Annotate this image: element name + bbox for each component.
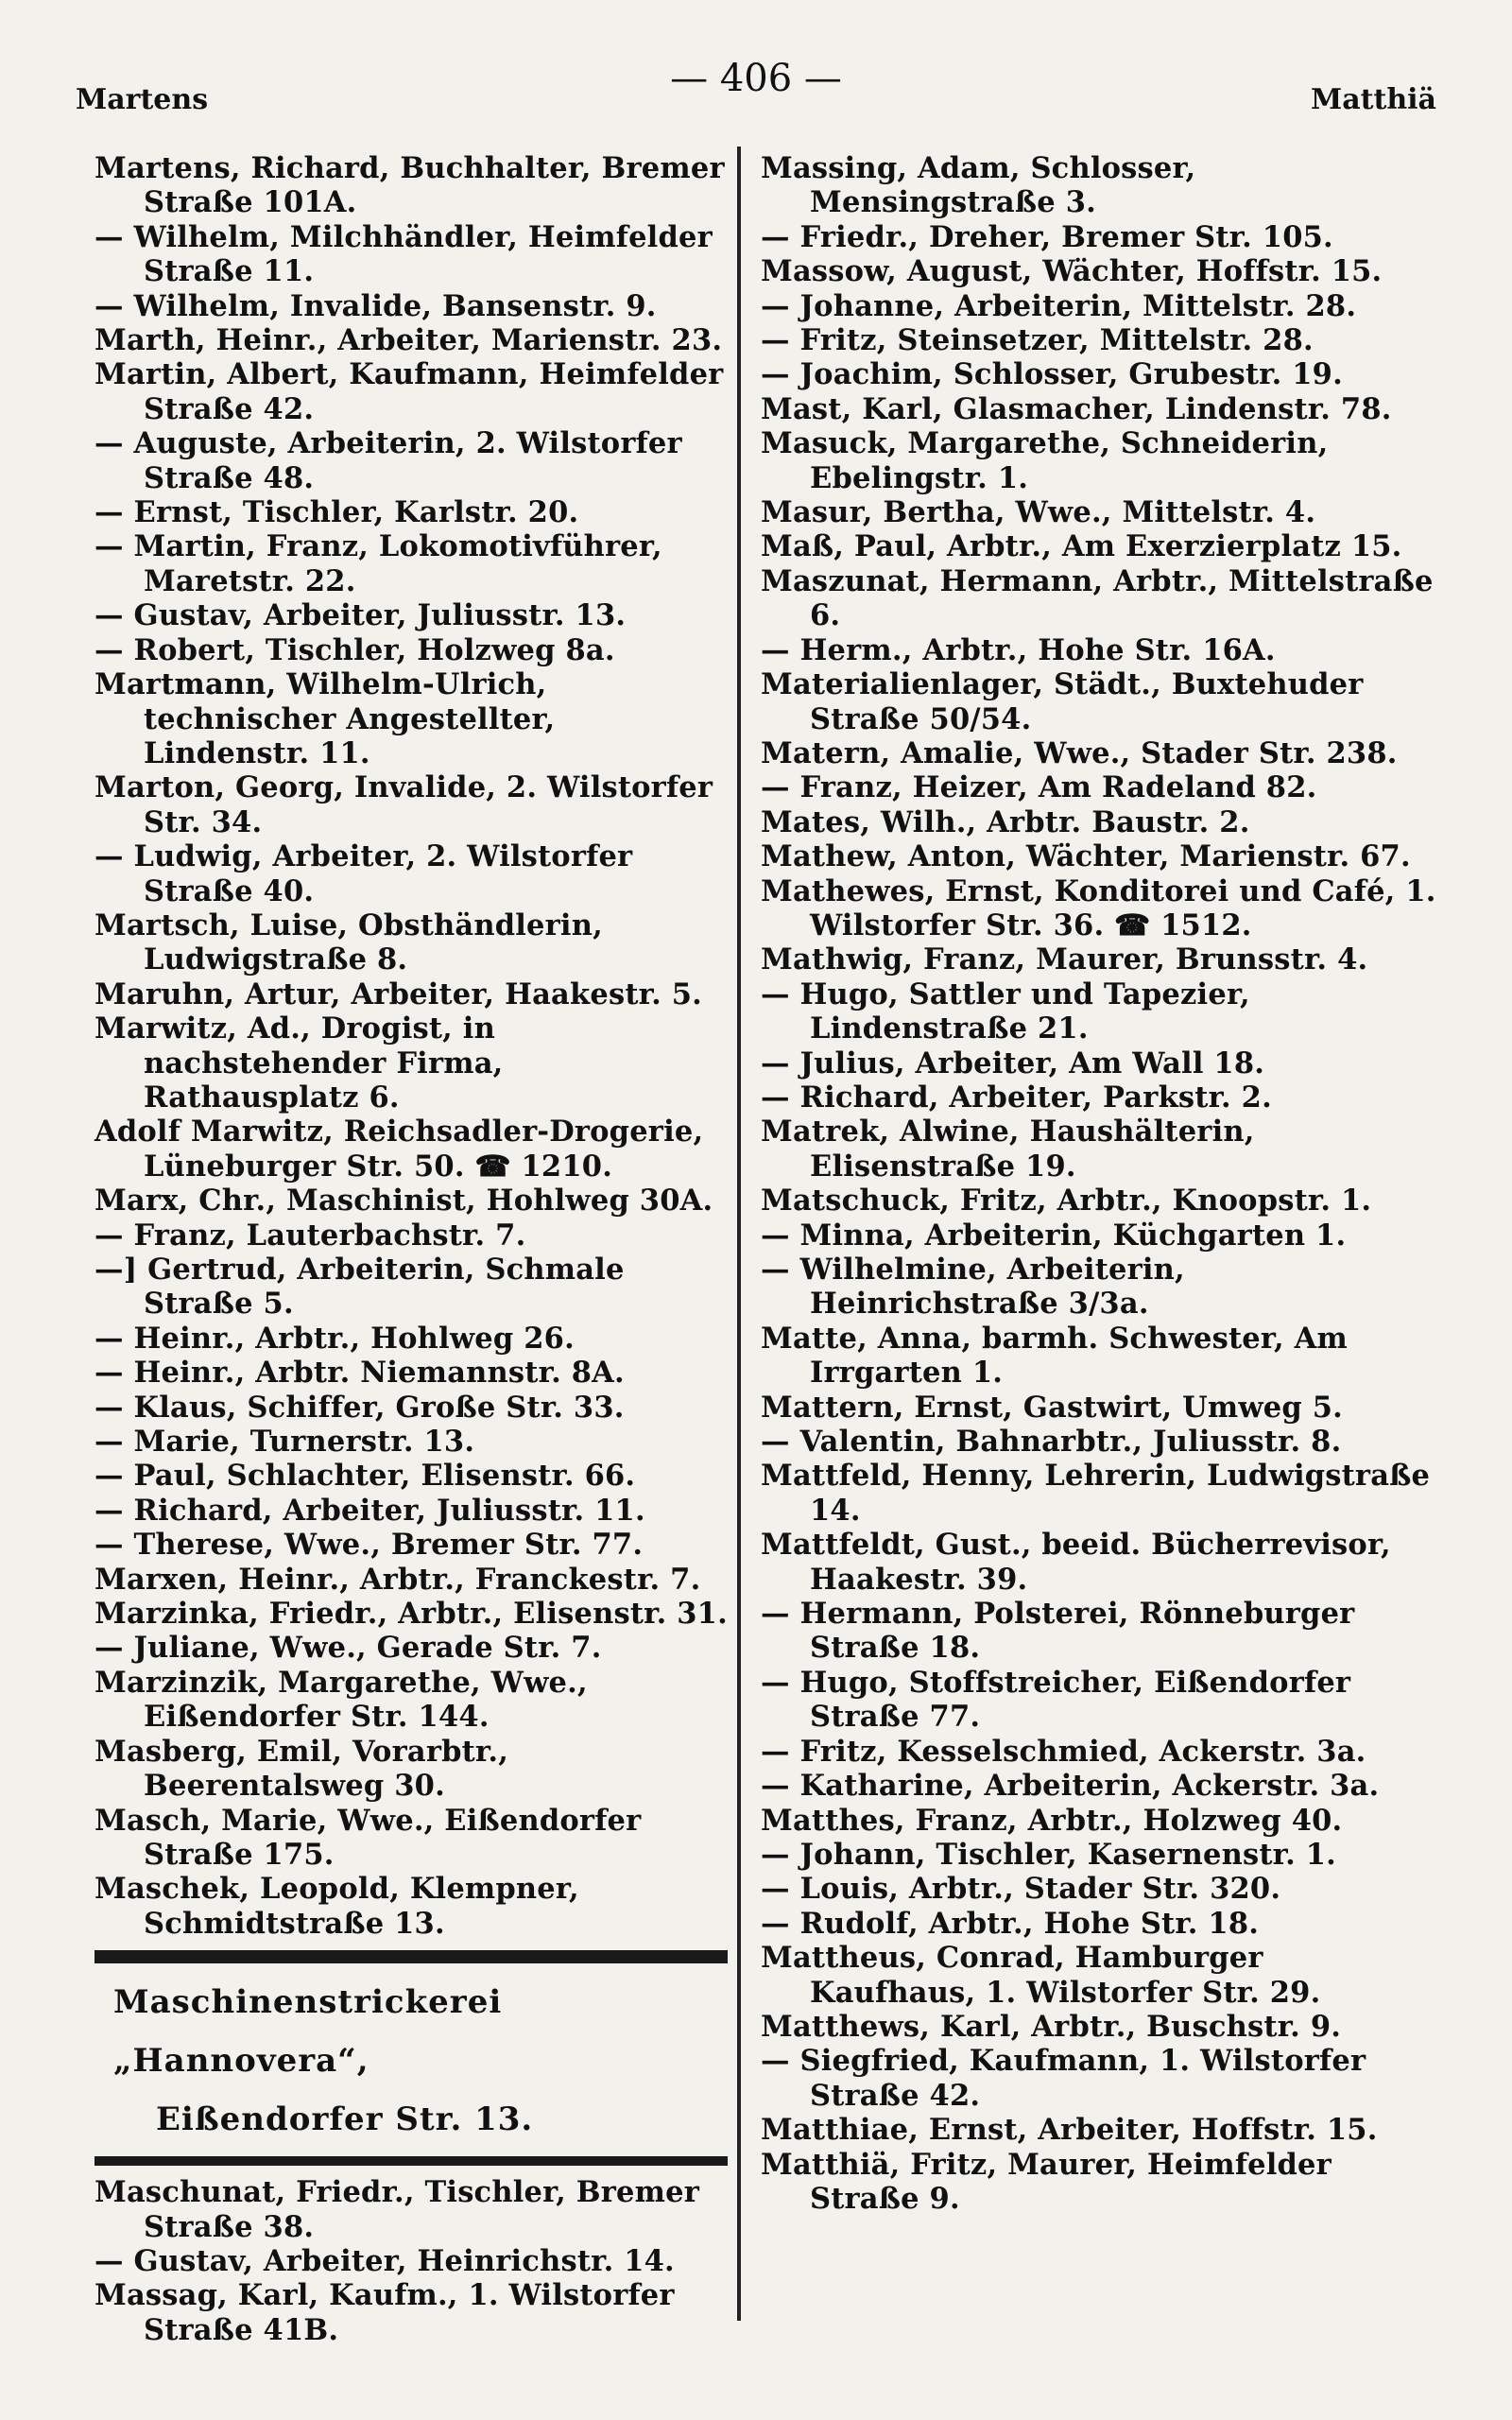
directory-entry: Masch, Marie, Wwe., Eißendorfer Straße 175. [94,1803,642,1872]
directory-entry: — Ludwig, Arbeiter, 2. Wilstorfer Straße 40. [94,839,633,908]
directory-entry: — Heinr., Arbtr. Niemannstr. 8A. [94,1356,625,1391]
directory-entry: Marxen, Heinr., Arbtr., Franckestr. 7. [94,1562,701,1597]
directory-entry: Maszunat, Hermann, Arbtr., Mittelstraße 6. [761,563,1434,633]
directory-entry: Maschek, Leopold, Klempner, Schmidtstraße 13. [94,1872,579,1941]
column-divider [737,147,741,2321]
directory-entry: — Louis, Arbtr., Stader Str. 320. [761,1872,1281,1907]
directory-entry: Mathwig, Franz, Maurer, Brunsstr. 4. [761,942,1368,977]
directory-entry: — Katharine, Arbeiterin, Ackerstr. 3a. [761,1769,1380,1804]
directory-entry: — Heinr., Arbtr., Hohlweg 26. [94,1321,575,1356]
directory-entry: — Hugo, Sattler und Tapezier, Lindenstraße 21. [761,977,1250,1046]
left-column [94,151,728,2347]
directory-entry: Martmann, Wilhelm-Ulrich, technischer Angestellter, Lindenstr. 11. [94,667,556,770]
directory-entry: — Julius, Arbeiter, Am Wall 18. [761,1046,1265,1080]
directory-entry: Marzinzik, Margarethe, Wwe., Eißendorfer Str. 144. [94,1665,588,1735]
left-entries-after-ad [94,2175,728,2347]
directory-entry: — Paul, Schlachter, Elisenstr. 66. [94,1459,636,1494]
directory-entry: Matthiä, Fritz, Maurer, Heimfelder Straße 9. [761,2147,1332,2216]
directory-entry: Maschunat, Friedr., Tischler, Bremer Straße 38. [94,2175,699,2244]
directory-entry: Masuck, Margarethe, Schneiderin, Ebelingstr. 1. [761,426,1329,495]
directory-entry: — Wilhelm, Invalide, Bansenstr. 9. [94,288,657,323]
directory-entry: Mattfeldt, Gust., beeid. Bücherrevisor, Haakestr. 39. [761,1528,1391,1597]
directory-entry: — Siegfried, Kaufmann, 1. Wilstorfer Straße 42. [761,2044,1366,2113]
right-column [761,151,1436,2216]
directory-entry: Maruhn, Artur, Arbeiter, Haakestr. 5. [94,977,702,1011]
directory-entry: Matthews, Karl, Arbtr., Buschstr. 9. [761,2009,1342,2044]
directory-entry: Mathewes, Ernst, Konditorei und Café, 1. Wilstorfer Str. 36. ☎ 1512. [761,873,1436,942]
ad-bottom-rule [94,2156,728,2166]
directory-entry: — Hugo, Stoffstreicher, Eißendorfer Straße 77. [761,1665,1351,1735]
directory-entry: — Johanne, Arbeiterin, Mittelstr. 28. [761,288,1357,323]
directory-entry: Marwitz, Ad., Drogist, in nachstehender Firma, Rathausplatz 6. [94,1011,504,1115]
advertisement [94,1963,728,2156]
directory-entry: Mathew, Anton, Wächter, Marienstr. 67. [761,839,1411,874]
ad-top-rule [94,1950,728,1963]
directory-entry: Adolf Marwitz, Reichsadler-Drogerie, Lüneburger Str. 50. ☎ 1210. [94,1115,704,1184]
ad-company: Maschinenstrickerei „Hannovera“, [113,1983,503,2081]
ad-address: Eißendorfer Str. 13. [156,2100,534,2139]
right-entries [761,151,1436,2216]
directory-entry: — Martin, Franz, Lokomotivführer, Maretstr. 22. [94,529,662,598]
directory-entry: Marth, Heinr., Arbeiter, Marienstr. 23. [94,323,723,358]
directory-entry: Marton, Georg, Invalide, 2. Wilstorfer Str. 34. [94,770,713,839]
directory-entry: Marx, Chr., Maschinist, Hohlweg 30A. [94,1184,713,1219]
directory-entry: Mates, Wilh., Arbtr. Baustr. 2. [761,804,1250,839]
directory-entry: — Auguste, Arbeiterin, 2. Wilstorfer Straße 48. [94,426,682,495]
directory-entry: — Minna, Arbeiterin, Küchgarten 1. [761,1218,1347,1253]
directory-entry: Mast, Karl, Glasmacher, Lindenstr. 78. [761,391,1392,426]
directory-entry: — Wilhelm, Milchhändler, Heimfelder Straße 11. [94,219,713,289]
directory-entry: — Johann, Tischler, Kasernenstr. 1. [761,1837,1336,1872]
directory-entry: — Klaus, Schiffer, Große Str. 33. [94,1390,625,1425]
directory-entry: — Franz, Lauterbachstr. 7. [94,1218,526,1253]
directory-entry: Maß, Paul, Arbtr., Am Exerzierplatz 15. [761,529,1402,564]
header-first-entry: Martens [76,83,209,116]
directory-entry: — Fritz, Steinsetzer, Mittelstr. 28. [761,323,1314,358]
directory-entry: Massow, August, Wächter, Hoffstr. 15. [761,254,1383,289]
directory-entry: Masberg, Emil, Vorarbtr., Beerentalsweg 30. [94,1734,509,1804]
directory-entry: Mattheus, Conrad, Hamburger Kaufhaus, 1. Wilstorfer Str. 29. [761,1941,1321,2010]
directory-entry: Mattern, Ernst, Gastwirt, Umweg 5. [761,1390,1343,1425]
directory-entry: — Herm., Arbtr., Hohe Str. 16A. [761,632,1276,667]
directory-entry: — Therese, Wwe., Bremer Str. 77. [94,1528,644,1563]
directory-entry: — Marie, Turnerstr. 13. [94,1425,475,1460]
directory-entry: Matrek, Alwine, Haushälterin, Elisenstraße 19. [761,1115,1255,1184]
directory-entry: Mattfeld, Henny, Lehrerin, Ludwigstraße 14. [761,1459,1431,1528]
directory-entry: Martsch, Luise, Obsthändlerin, Ludwigstraße 8. [94,908,603,977]
directory-entry: — Valentin, Bahnarbtr., Juliusstr. 8. [761,1425,1342,1460]
directory-entry: Martin, Albert, Kaufmann, Heimfelder Straße 42. [94,357,724,426]
directory-entry: — Gustav, Arbeiter, Juliusstr. 13. [94,598,627,633]
directory-entry: Matern, Amalie, Wwe., Stader Str. 238. [761,735,1398,770]
directory-entry: — Wilhelmine, Arbeiterin, Heinrichstraße 3/3a. [761,1253,1185,1322]
directory-entry: Massag, Karl, Kaufm., 1. Wilstorfer Straße 41B. [94,2278,675,2347]
directory-entry: Matte, Anna, barmh. Schwester, Am Irrgarten 1. [761,1321,1348,1391]
directory-entry: Matthes, Franz, Arbtr., Holzweg 40. [761,1803,1343,1838]
left-entries [94,151,728,1941]
directory-entry: — Ernst, Tischler, Karlstr. 20. [94,495,579,530]
directory-entry: — Richard, Arbeiter, Parkstr. 2. [761,1080,1272,1115]
directory-entry: — Gustav, Arbeiter, Heinrichstr. 14. [94,2243,675,2278]
directory-entry: Matschuck, Fritz, Arbtr., Knoopstr. 1. [761,1184,1372,1219]
directory-entry: Massing, Adam, Schlosser, Mensingstraße 3. [761,151,1196,220]
directory-entry: — Rudolf, Arbtr., Hohe Str. 18. [761,1906,1260,1941]
directory-entry: — Richard, Arbeiter, Juliusstr. 11. [94,1493,645,1528]
page-header [66,57,1446,116]
directory-entry: — Juliane, Wwe., Gerade Str. 7. [94,1631,602,1666]
directory-entry: — Robert, Tischler, Holzweg 8a. [94,632,615,667]
directory-entry: —] Gertrud, Arbeiterin, Schmale Straße 5. [94,1253,625,1322]
directory-entry: — Joachim, Schlosser, Grubestr. 19. [761,357,1343,392]
directory-entry: Materialienlager, Städt., Buxtehuder Straße 50/54. [761,667,1364,736]
header-last-entry: Matthiä [1310,83,1436,116]
directory-entry: Masur, Bertha, Wwe., Mittelstr. 4. [761,495,1316,530]
page-number: — 406 — [670,57,842,100]
directory-entry: — Fritz, Kesselschmied, Ackerstr. 3a. [761,1734,1366,1769]
directory-entry: — Franz, Heizer, Am Radeland 82. [761,770,1317,805]
directory-entry: Martens, Richard, Buchhalter, Bremer Straße 101A. [94,151,725,220]
directory-entry: — Friedr., Dreher, Bremer Str. 105. [761,219,1333,254]
directory-entry: — Hermann, Polsterei, Rönneburger Straße 18. [761,1597,1355,1666]
directory-entry: Marzinka, Friedr., Arbtr., Elisenstr. 31. [94,1597,728,1632]
directory-entry: Matthiae, Ernst, Arbeiter, Hoffstr. 15. [761,2113,1378,2148]
